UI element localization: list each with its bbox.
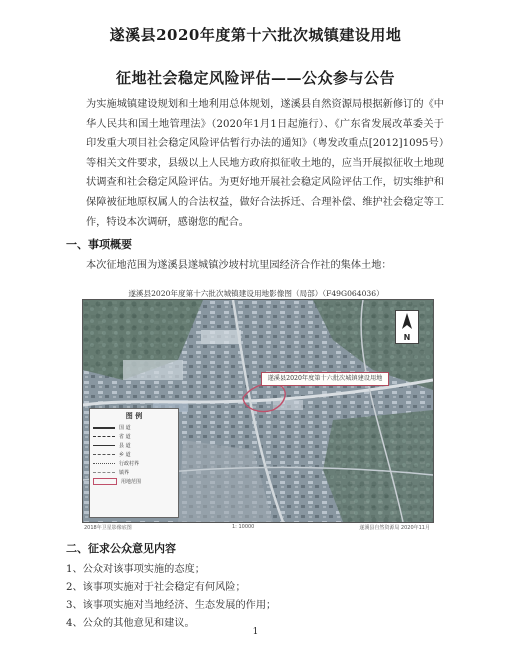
title-line-2: 征地社会稳定风险评估——公众参与公告: [115, 69, 395, 87]
legend-item: 行政村界: [90, 459, 178, 468]
legend-item: 省 道: [90, 432, 178, 441]
legend-item: 县 道: [90, 441, 178, 450]
list-item: 3、该事项实施对当地经济、生态发展的作用；: [66, 600, 277, 611]
intro-text: 为实施城镇建设规划和土地利用总体规划，遂溪县自然资源局根据新修订的《中华人民共和国土地管理法》（2020年1月1日起施行）、《广东省发展改革委关于印发重大项目社会稳定风险评估暂行办法的通知》（粤发改重点[2012]1095号）等相关文件要求，县级以上人民地方政府拟征收土地的，应当开展拟征收土地现状调查和社会稳定风险评估。为更好地开展社会稳定风险评估工作，切实维护和保障被征地原权属人的合法权益，做好合法拆迁、合理补偿、维护社会稳定等工作，特设本次调研，感谢您的配合。: [86, 99, 444, 228]
section-1-text: 本次征地范围为遂溪县遂城镇沙坡村坑里园经济合作社的集体土地：: [86, 260, 392, 271]
legend-title: 图 例: [125, 412, 143, 420]
map-callout: 遂溪县2020年度第十六批次城镇建设用地: [261, 372, 389, 386]
legend-item: 乡 道: [90, 450, 178, 459]
north-arrow-icon: [395, 310, 419, 344]
list-item: 4、公众的其他意见和建议。: [66, 618, 195, 629]
map-footer-right: 遂溪县自然资源局 2020年11月: [359, 525, 430, 531]
intro-paragraph: [66, 95, 444, 232]
map-footer: [82, 522, 432, 536]
legend-item: 用地范围: [90, 477, 178, 486]
map-scale: 1: 10000: [232, 524, 255, 530]
map-legend: [89, 408, 179, 518]
list-item: 2、该事项实施对于社会稳定有何风险；: [66, 582, 246, 593]
map-caption: 遂溪县2020年度第十六批次城镇建设用地影像图（局部）（F49G064036）: [128, 289, 384, 298]
section-2-heading: 二、征求公众意见内容: [66, 542, 176, 555]
page-number: 1: [252, 627, 259, 637]
satellite-map: [82, 299, 434, 523]
list-item: 1、公众对该事项实施的态度；: [66, 564, 205, 575]
map-footer-left: 2018年卫星影像底图: [84, 525, 132, 531]
legend-item: 镇界: [90, 468, 178, 477]
section-1-heading: 一、事项概要: [66, 238, 132, 251]
north-label: N: [403, 333, 411, 342]
title-line-1: 遂溪县2020年度第十六批次城镇建设用地: [109, 26, 402, 44]
legend-item: 国 道: [90, 423, 178, 432]
